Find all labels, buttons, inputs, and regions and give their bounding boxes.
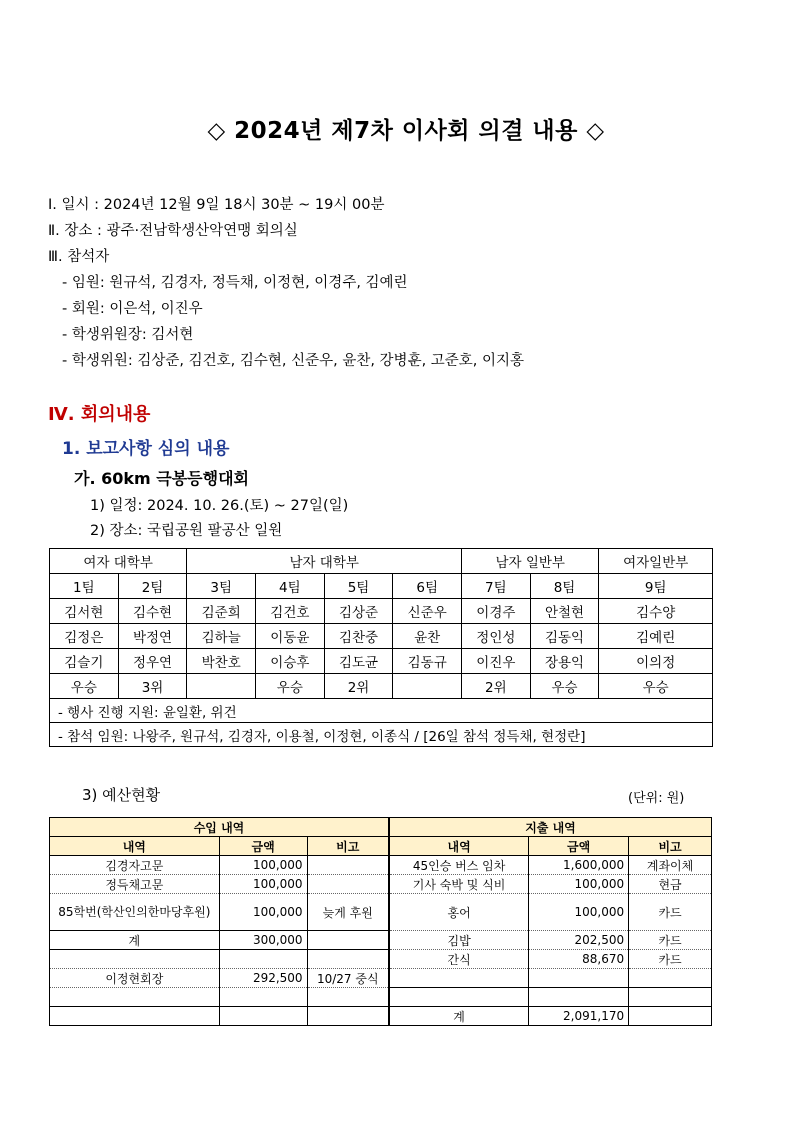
income-note: 늦게 후원 (307, 894, 389, 931)
budget-table (49, 817, 712, 1026)
member-cell: 이승후 (256, 649, 325, 674)
expense-amount (529, 969, 629, 988)
expense-note: 계좌이체 (629, 856, 712, 875)
member-cell: 이의정 (599, 649, 713, 674)
table-row (50, 649, 713, 674)
income-note (307, 875, 389, 894)
income-item: 85학번(학산인의한마당후원) (50, 894, 220, 931)
income-amount (219, 950, 307, 969)
group-header: 여자일반부 (599, 549, 713, 574)
group-header: 남자 일반부 (462, 549, 599, 574)
expense-note (629, 988, 712, 1007)
member-cell: 이동윤 (256, 624, 325, 649)
member-cell: 박찬호 (187, 649, 256, 674)
expense-total-label: 계 (389, 1007, 529, 1026)
expense-header: 지출 내역 (389, 818, 712, 837)
column-header: 금액 (529, 837, 629, 856)
expense-note: 카드 (629, 894, 712, 931)
attendees-heading: Ⅲ. 참석자 (48, 249, 110, 265)
expense-total: 2,091,170 (529, 1007, 629, 1026)
column-header: 금액 (219, 837, 307, 856)
income-note: 10/27 중식 (307, 969, 389, 988)
team-header: 7팀 (462, 574, 531, 599)
group-header: 여자 대학부 (50, 549, 187, 574)
result-cell: 우승 (530, 674, 599, 699)
table-note-support: - 행사 진행 지원: 윤일환, 위건 (50, 699, 713, 723)
income-note (307, 856, 389, 875)
attendees-student-members: - 학생위원: 김상준, 김건호, 김수현, 신준우, 윤찬, 강병훈, 고준호, 이지홍 (62, 353, 525, 369)
member-cell: 김동규 (393, 649, 462, 674)
section-heading-meeting: Ⅳ. 회의내용 (48, 404, 151, 425)
member-cell: 이진우 (462, 649, 531, 674)
team-header: 9팀 (599, 574, 713, 599)
result-cell (393, 674, 462, 699)
table-note-attendees: - 참석 임원: 나왕주, 원규석, 김경자, 이용철, 이정현, 이종식 / [26일 참석 정득채, 현정란] (50, 723, 713, 747)
team-header: 5팀 (324, 574, 393, 599)
section-heading-event: 가. 60km 극봉등행대회 (74, 469, 249, 488)
expense-item: 기사 숙박 및 식비 (389, 875, 529, 894)
income-note (307, 988, 389, 1007)
expense-amount (529, 988, 629, 1007)
meeting-place: Ⅱ. 장소 : 광주·전남학생산악연맹 회의실 (48, 223, 298, 239)
expense-item (389, 969, 529, 988)
team-header: 2팀 (118, 574, 187, 599)
result-cell: 우승 (50, 674, 119, 699)
expense-amount: 100,000 (529, 894, 629, 931)
team-header: 6팀 (393, 574, 462, 599)
income-note (307, 1007, 389, 1026)
income-amount: 100,000 (219, 894, 307, 931)
income-item (50, 988, 220, 1007)
table-row (50, 624, 713, 649)
expense-amount: 202,500 (529, 931, 629, 950)
teams-table (49, 548, 713, 747)
expense-item: 홍어 (389, 894, 529, 931)
member-cell: 신준우 (393, 599, 462, 624)
table-row (50, 599, 713, 624)
table-row (50, 969, 712, 988)
income-amount: 100,000 (219, 856, 307, 875)
expense-note: 현금 (629, 875, 712, 894)
meeting-date: Ⅰ. 일시 : 2024년 12월 9일 18시 30분 ~ 19시 00분 (48, 197, 385, 213)
team-header: 4팀 (256, 574, 325, 599)
income-note (307, 950, 389, 969)
member-cell: 김도균 (324, 649, 393, 674)
result-cell: 우승 (599, 674, 713, 699)
member-cell: 김수양 (599, 599, 713, 624)
table-row (50, 894, 712, 931)
member-cell: 이경주 (462, 599, 531, 624)
result-cell: 2위 (462, 674, 531, 699)
income-note (307, 931, 389, 950)
table-row (50, 674, 713, 699)
expense-item: 김밥 (389, 931, 529, 950)
team-header: 1팀 (50, 574, 119, 599)
member-cell: 윤찬 (393, 624, 462, 649)
attendees-student-chair: - 학생위원장: 김서현 (62, 327, 194, 343)
column-header: 내역 (389, 837, 529, 856)
result-cell: 3위 (118, 674, 187, 699)
income-item (50, 1007, 220, 1026)
income-item (50, 950, 220, 969)
expense-amount: 88,670 (529, 950, 629, 969)
result-cell: 우승 (256, 674, 325, 699)
member-cell: 안철현 (530, 599, 599, 624)
column-header: 내역 (50, 837, 220, 856)
income-item: 김경자고문 (50, 856, 220, 875)
budget-unit: (단위: 원) (628, 791, 685, 806)
income-amount (219, 1007, 307, 1026)
table-row (50, 1007, 712, 1026)
attendees-officers: - 임원: 원규석, 김경자, 정득채, 이정현, 이경주, 김예린 (62, 275, 408, 291)
attendees-members: - 회원: 이은석, 이진우 (62, 301, 203, 317)
member-cell: 김하늘 (187, 624, 256, 649)
table-row (50, 988, 712, 1007)
income-header: 수입 내역 (50, 818, 389, 837)
member-cell: 정인성 (462, 624, 531, 649)
table-row (50, 875, 712, 894)
member-cell: 김찬중 (324, 624, 393, 649)
member-cell: 김예린 (599, 624, 713, 649)
expense-note (629, 969, 712, 988)
income-total: 300,000 (219, 931, 307, 950)
income-amount: 100,000 (219, 875, 307, 894)
expense-note: 카드 (629, 931, 712, 950)
member-cell: 김수현 (118, 599, 187, 624)
expense-item (389, 988, 529, 1007)
member-cell: 김동익 (530, 624, 599, 649)
expense-item: 간식 (389, 950, 529, 969)
section-heading-report: 1. 보고사항 심의 내용 (62, 439, 230, 459)
member-cell: 김건호 (256, 599, 325, 624)
member-cell: 김정은 (50, 624, 119, 649)
income-item: 이정현회장 (50, 969, 220, 988)
member-cell: 김슬기 (50, 649, 119, 674)
member-cell: 김준희 (187, 599, 256, 624)
expense-amount: 1,600,000 (529, 856, 629, 875)
expense-note: 카드 (629, 950, 712, 969)
event-place: 2) 장소: 국립공원 팔공산 일원 (90, 523, 283, 539)
expense-amount: 100,000 (529, 875, 629, 894)
table-row (50, 931, 712, 950)
member-cell: 김서현 (50, 599, 119, 624)
expense-item: 45인승 버스 임차 (389, 856, 529, 875)
team-header: 3팀 (187, 574, 256, 599)
member-cell: 장용익 (530, 649, 599, 674)
income-total-label: 계 (50, 931, 220, 950)
table-row (50, 950, 712, 969)
group-header: 남자 대학부 (187, 549, 462, 574)
member-cell: 박정연 (118, 624, 187, 649)
team-header: 8팀 (530, 574, 599, 599)
table-row (50, 856, 712, 875)
budget-title: 3) 예산현황 (82, 786, 161, 804)
income-item: 정득채고문 (50, 875, 220, 894)
income-amount: 292,500 (219, 969, 307, 988)
result-cell (187, 674, 256, 699)
column-header: 비고 (307, 837, 389, 856)
event-date: 1) 일정: 2024. 10. 26.(토) ~ 27일(일) (90, 498, 349, 514)
income-amount (219, 988, 307, 1007)
result-cell: 2위 (324, 674, 393, 699)
page-title: ◇ 2024년 제7차 이사회 의결 내용 ◇ (207, 118, 605, 144)
member-cell: 김상준 (324, 599, 393, 624)
column-header: 비고 (629, 837, 712, 856)
member-cell: 정우연 (118, 649, 187, 674)
expense-note (629, 1007, 712, 1026)
